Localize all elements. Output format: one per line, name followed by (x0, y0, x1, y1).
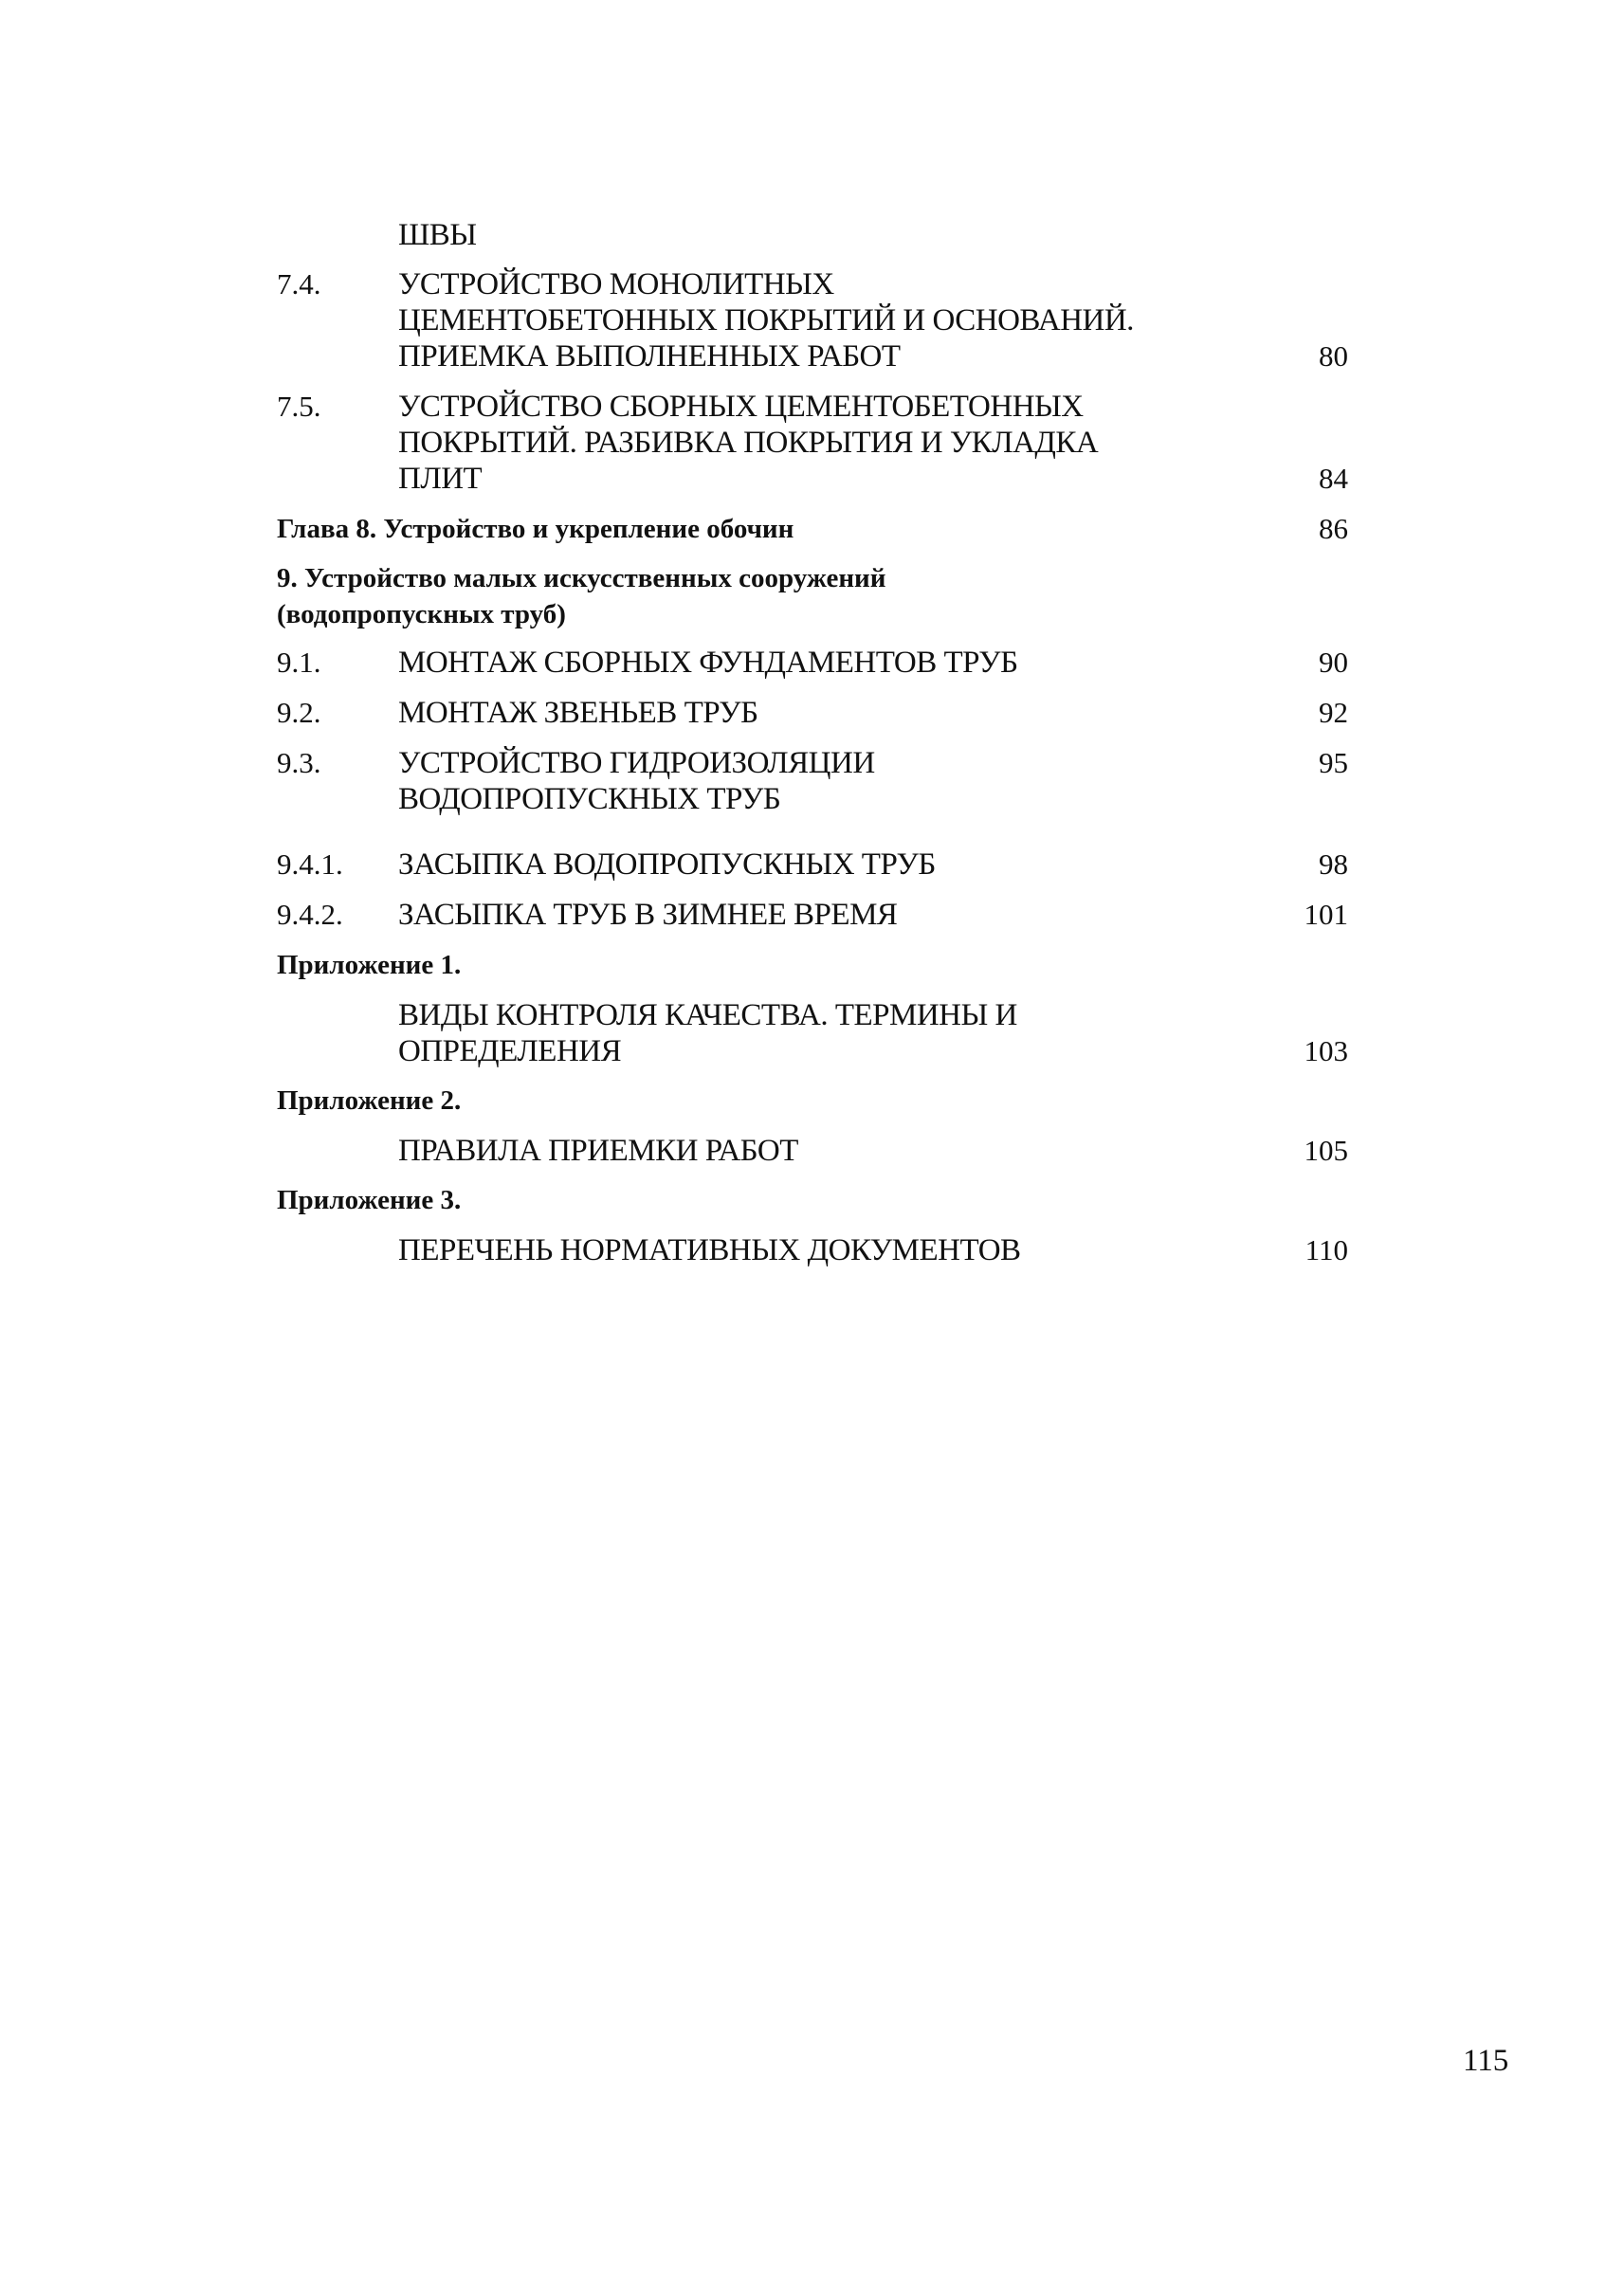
toc-entry-page: 86 (1319, 512, 1348, 545)
appendix-heading: Приложение 3. (277, 1185, 462, 1215)
toc-entry-page: 101 (1304, 898, 1348, 931)
toc-entry-line: ЦЕМЕНТОБЕТОННЫХ ПОКРЫТИЙ И ОСНОВАНИЙ. (398, 303, 1134, 337)
toc-entry-title (398, 389, 1098, 497)
toc-entry-page: 105 (1304, 1134, 1348, 1167)
toc-entry-line: УСТРОЙСТВО СБОРНЫХ ЦЕМЕНТОБЕТОННЫХ (398, 390, 1084, 424)
toc-entry-title (398, 217, 477, 253)
toc-entry-title (398, 847, 936, 883)
toc-entry-line: ШВЫ (398, 218, 477, 252)
toc-entry-title (398, 1133, 798, 1169)
appendix-heading: Приложение 2. (277, 1085, 462, 1116)
toc-entry-number: 9.4.2. (277, 898, 343, 931)
toc-entry-page: 110 (1305, 1233, 1348, 1266)
toc-entry-page: 84 (1319, 462, 1348, 495)
toc-entry-line: ВИДЫ КОНТРОЛЯ КАЧЕСТВА. ТЕРМИНЫ И (398, 998, 1017, 1032)
toc-entry-line: МОНТАЖ ЗВЕНЬЕВ ТРУБ (398, 696, 758, 730)
toc-entry-number: 9.4.1. (277, 847, 343, 881)
toc-entry-number: 9.1. (277, 646, 321, 679)
toc-entry-page: 80 (1319, 339, 1348, 373)
toc-entry-line: ЗАСЫПКА ВОДОПРОПУСКНЫХ ТРУБ (398, 847, 936, 882)
toc-entry-number: 9.2. (277, 696, 321, 729)
toc-entry-page: 95 (1319, 746, 1348, 779)
toc-entry-page: 98 (1319, 847, 1348, 881)
toc-entry-line: ЗАСЫПКА ТРУБ В ЗИМНЕЕ ВРЕМЯ (398, 898, 898, 932)
toc-entry-line: УСТРОЙСТВО МОНОЛИТНЫХ (398, 267, 834, 301)
page-number: 115 (1463, 2044, 1509, 2078)
chapter-heading-line: 9. Устройство малых искусственных сооружений (277, 563, 886, 593)
toc-entry-line: МОНТАЖ СБОРНЫХ ФУНДАМЕНТОВ ТРУБ (398, 646, 1018, 680)
toc-entry-line: ПРАВИЛА ПРИЕМКИ РАБОТ (398, 1134, 798, 1168)
toc-entry-page: 92 (1319, 696, 1348, 729)
toc-entry-number: 7.5. (277, 390, 321, 423)
appendix-heading: Приложение 1. (277, 950, 462, 980)
toc-entry-title (398, 897, 897, 933)
chapter-heading: Глава 8. Устройство и укрепление обочин (277, 514, 794, 544)
toc-entry-line: ПОКРЫТИЙ. РАЗБИВКА ПОКРЫТИЯ И УКЛАДКА (398, 426, 1099, 460)
toc-entry-line: ПЕРЕЧЕНЬ НОРМАТИВНЫХ ДОКУМЕНТОВ (398, 1233, 1021, 1267)
toc-entry-page: 90 (1319, 646, 1348, 679)
toc-entry-title (398, 266, 1134, 374)
toc-entry-line: ВОДОПРОПУСКНЫХ ТРУБ (398, 782, 781, 816)
toc-entry-page: 103 (1304, 1034, 1348, 1067)
toc-entry-line: ОПРЕДЕЛЕНИЯ (398, 1034, 622, 1068)
toc-entry-line: УСТРОЙСТВО ГИДРОИЗОЛЯЦИИ (398, 746, 875, 780)
toc-entry-number: 7.4. (277, 267, 321, 301)
toc-entry-title (398, 745, 875, 817)
toc-entry-number: 9.3. (277, 746, 321, 779)
chapter-heading (277, 560, 885, 632)
toc-entry-title (398, 997, 1017, 1069)
toc-entry-title (398, 695, 758, 731)
toc-entry-title (398, 645, 1018, 681)
toc-entry-line: ПРИЕМКА ВЫПОЛНЕННЫХ РАБОТ (398, 339, 901, 373)
toc-entry-title (398, 1232, 1021, 1268)
chapter-heading-line: (водопропускных труб) (277, 599, 566, 629)
toc-entry-line: ПЛИТ (398, 462, 483, 496)
